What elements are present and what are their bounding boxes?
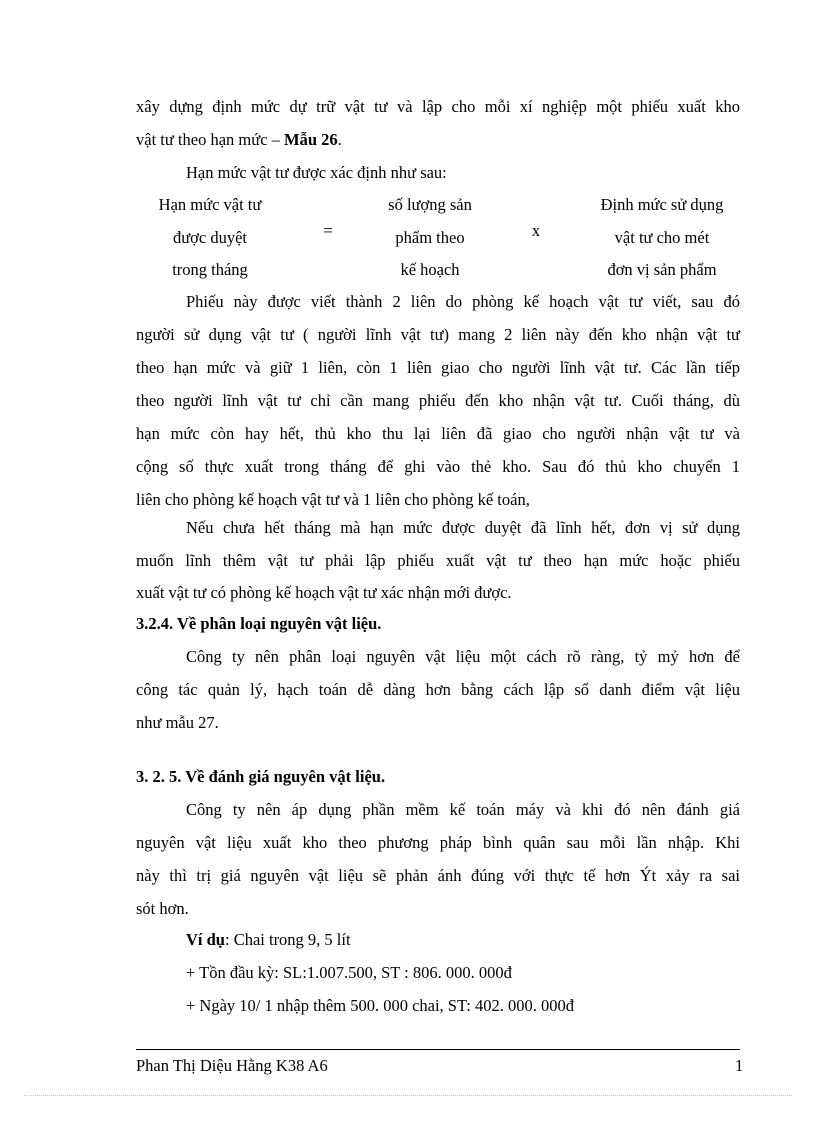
formula-multiply: x — [531, 221, 541, 240]
page-bottom-divider — [24, 1095, 792, 1096]
formula-left-line-3: trong tháng — [172, 260, 248, 279]
paragraph-line: Công ty nên áp dụng phần mềm kế toán máy và khi đó nên đánh giá — [186, 800, 740, 819]
formula-right-line-2: vật tư cho mét — [614, 228, 710, 247]
paragraph-line: người sử dụng vật tư ( người lĩnh vật tư) mang 2 liên này đến kho nhận vật tư — [136, 325, 740, 344]
bold-reference: Mẫu 26 — [284, 130, 338, 149]
formula-mid-line-2: phẩm theo — [395, 228, 465, 247]
formula-equals: = — [323, 221, 333, 240]
paragraph-line: Nếu chưa hết tháng mà hạn mức được duyệt đã lĩnh hết, đơn vị sử dụng — [186, 518, 740, 537]
paragraph-line: như mẫu 27. — [136, 713, 219, 732]
footer-rule — [136, 1049, 740, 1050]
paragraph-line: theo hạn mức và giữ 1 liên, còn 1 liên giao cho người lĩnh vật tư. Các lần tiếp — [136, 358, 740, 377]
section-heading — [136, 767, 385, 787]
formula-right-line-3: đơn vị sản phẩm — [607, 260, 717, 279]
paragraph-line: xuất vật tư có phòng kế hoạch vật tư xác nhận mới được. — [136, 583, 512, 602]
section-heading — [136, 614, 381, 634]
formula-mid-line-3: kế hoạch — [400, 260, 460, 279]
example-line: + Ngày 10/ 1 nhập thêm 500. 000 chai, ST: 402. 000. 000đ — [186, 996, 574, 1015]
paragraph-line: Công ty nên phân loại nguyên vật liệu một cách rõ ràng, tỷ mỷ hơn để — [186, 647, 740, 666]
example-line: + Tồn đầu kỳ: SL:1.007.500, ST : 806. 000. 000đ — [186, 963, 512, 982]
paragraph-line: sót hơn. — [136, 899, 189, 918]
section-heading-text: 3.2.4. Về phân loại nguyên vật liệu. — [136, 614, 382, 633]
paragraph-line: hạn mức còn hay hết, thủ kho thu lại liên đã giao cho người nhận vật tư và — [136, 424, 740, 443]
example-line — [186, 930, 351, 950]
example-text: : Chai trong 9, 5 lít — [224, 930, 351, 949]
section-heading-text: 3. 2. 5. Về đánh giá nguyên vật liệu. — [136, 767, 386, 786]
paragraph-line: này thì trị giá nguyên vật liệu sẽ phản ánh đúng với thực tế hơn Ýt xảy ra sai — [136, 866, 740, 885]
paragraph-line: nguyên vật liệu xuất kho theo phương pháp bình quân sau mỗi lần nhập. Khi — [136, 833, 740, 852]
paragraph-line: muốn lĩnh thêm vật tư phải lập phiếu xuất vật tư theo hạn mức hoặc phiếu — [136, 551, 740, 570]
text-run: vật tư theo hạn mức – — [136, 130, 285, 149]
formula-left-line-2: được duyệt — [172, 228, 248, 247]
paragraph-line: theo người lĩnh vật tư chỉ cần mang phiếu đến kho nhận vật tư. Cuối tháng, dù — [136, 391, 740, 410]
page-number: 1 — [735, 1056, 744, 1075]
example-label: Ví dụ — [186, 930, 225, 949]
formula-left-line-1: Hạn mức vật tư — [158, 195, 262, 214]
footer-author: Phan Thị Diệu Hằng K38 A6 — [136, 1056, 328, 1075]
paragraph-line: công tác quản lý, hạch toán dễ dàng hơn bằng cách lập sổ danh điểm vật liệu — [136, 680, 740, 699]
paragraph-line — [136, 130, 342, 150]
paragraph-line: Phiếu này được viết thành 2 liên do phòng kế hoạch vật tư viết, sau đó — [186, 292, 740, 311]
paragraph-line: Hạn mức vật tư được xác định như sau: — [186, 163, 447, 182]
paragraph-line: liên cho phòng kế hoạch vật tư và 1 liên cho phòng kế toán, — [136, 490, 530, 509]
formula-right-line-1: Định mức sử dụng — [600, 195, 724, 214]
paragraph-line: xây dựng định mức dự trữ vật tư và lập cho mỗi xí nghiệp một phiếu xuất kho — [136, 97, 740, 116]
paragraph-line: cộng số thực xuất trong tháng để ghi vào thẻ kho. Sau đó thủ kho chuyển 1 — [136, 457, 740, 476]
text-run: . — [337, 130, 342, 149]
formula-mid-line-1: số lượng sản — [388, 195, 472, 214]
